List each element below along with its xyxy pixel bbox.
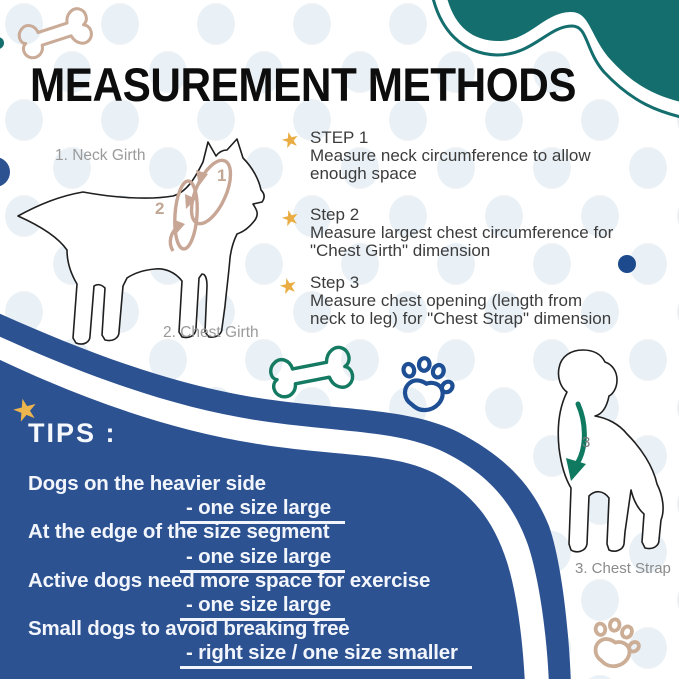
bone-icon-green [269, 346, 355, 400]
star-icon: ★ [276, 273, 301, 300]
dog-front-illustration [558, 350, 663, 552]
dog-side-illustration [18, 139, 264, 344]
step-1-line-1: Measure neck circumference to allow [310, 146, 591, 166]
tip-result: - one size large [180, 593, 548, 617]
star-icon: ★ [278, 205, 303, 232]
star-icon: ★ [8, 391, 43, 430]
chest-strap-label: 3. Chest Strap [575, 560, 671, 577]
teal-edge-dot [0, 37, 4, 49]
tips-heading: TIPS : [28, 418, 117, 448]
tip-result: - one size large [180, 496, 548, 520]
page-title: MEASUREMENT METHODS [30, 58, 577, 111]
paw-icon-tan [588, 616, 645, 671]
step-1-heading: STEP 1 [310, 128, 369, 147]
step-3-heading: Step 3 [310, 273, 360, 292]
tip-result: - right size / one size smaller [180, 641, 548, 665]
step-3-line-1: Measure chest opening (length from [310, 291, 583, 311]
step-2-heading: Step 2 [310, 205, 360, 224]
chest-girth-label: 2. Chest Girth [163, 324, 259, 341]
tip-text: Dogs on the heavier side [28, 472, 266, 495]
step-1-line-2: enough space [310, 164, 417, 184]
step-2-line-1: Measure largest chest circumference for [310, 223, 614, 243]
tips-list [28, 472, 548, 666]
step-1 [310, 129, 679, 184]
neck-girth-label: 1. Neck Girth [55, 147, 146, 164]
paw-icon-blue [398, 356, 457, 413]
chest-girth-marker: 2 [155, 199, 165, 218]
tip-text: Small dogs to avoid breaking free [28, 617, 350, 641]
tip-result: - one size large [180, 545, 548, 569]
step-3 [310, 274, 679, 329]
navy-edge-half-circle [0, 157, 10, 187]
step-2 [310, 206, 679, 261]
chest-strap-marker: 3 [582, 434, 591, 451]
star-icon: ★ [278, 127, 303, 154]
step-2-line-2: "Chest Girth" dimension [310, 241, 491, 261]
tip-text: Active dogs need more space for exercise [28, 568, 431, 592]
bone-icon-tan [16, 6, 94, 61]
tip-text: At the edge of the size segment [28, 520, 330, 544]
step-3-line-2: neck to leg) for "Chest Strap" dimension [310, 309, 612, 329]
neck-girth-marker: 1 [217, 166, 227, 185]
